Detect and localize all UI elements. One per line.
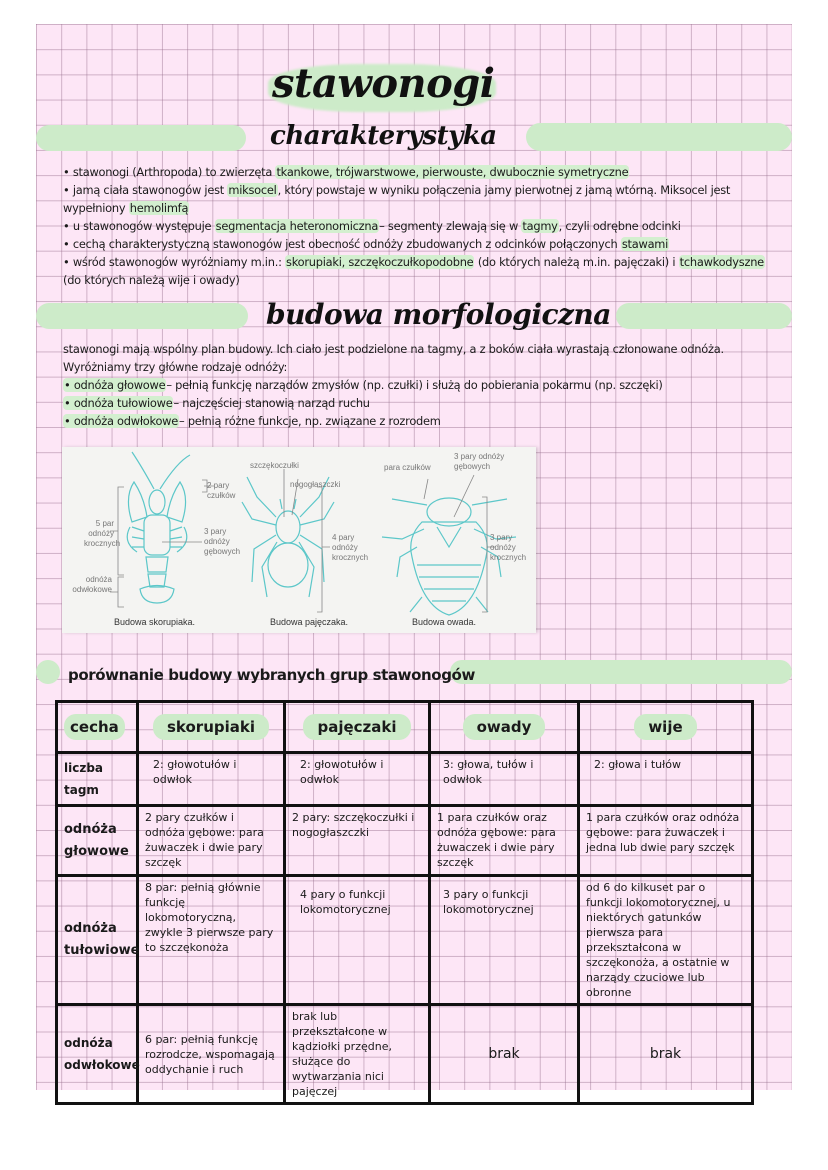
label-para-czulkow: para czułków <box>384 463 431 472</box>
label-odnoza-odwlokowe: odnóża odwłokowe <box>72 575 112 594</box>
label-2-pary-czulkow: 2 pary czułków <box>207 481 236 500</box>
col-header-pajeczaki: pajęczaki <box>285 702 430 753</box>
char-line-7: (do których należą wije i owady) <box>63 273 240 287</box>
table-cell: 1 para czułków oraz odnóża gębowe: para żuwaczek i dwie pary szczęk <box>430 806 579 876</box>
heading-bar-left <box>36 660 60 684</box>
table-cell: 2: głowa i tułów <box>579 753 753 806</box>
morphology-text <box>63 340 724 430</box>
char-line-2: • jamą ciała stawonogów jest miksocel, który powstaje w wyniku połączenia jamy pierwotnej z jamą wtórną. Miksocel jest <box>63 183 731 197</box>
label-szczekoczulki: szczękoczułki <box>250 461 299 470</box>
label-3-pary-gebowych: 3 pary odnóży gębowych <box>204 527 241 556</box>
table-cell: 2: głowotułów i odwłok <box>285 753 430 806</box>
table-cell: 8 par: pełnią głównie funkcję lokomotoryczną, zwykle 3 pierwsze pary to szczękonoża <box>138 876 285 1005</box>
col-header-wije: wije <box>579 702 753 753</box>
morph-item-3: • odnóża odwłokowe– pełnią różne funkcje, np. związane z rozrodem <box>64 414 441 428</box>
table-row <box>57 876 753 1005</box>
characteristics-text <box>63 163 765 289</box>
heading-bar-left <box>36 125 246 151</box>
arthropod-anatomy-figure <box>62 447 536 633</box>
label-4-pary-krocznych: 4 pary odnóży krocznych <box>332 533 369 562</box>
heading-budowa-morfologiczna: budowa morfologiczna <box>266 298 611 331</box>
morph-item-1: • odnóża głowowe– pełnią funkcję narządów zmysłów (np. czułki) i służą do pobierania pokarmu (np. szczęki) <box>64 378 663 392</box>
char-line-3: wypełniony hemolimfą <box>63 201 189 215</box>
table-header-row <box>57 702 753 753</box>
heading-bar-right <box>616 303 792 329</box>
morph-intro: stawonogi mają wspólny plan budowy. Ich ciało jest podzielone na tagmy, a z boków ciała wyrastają członowane odnóża. <box>63 342 724 356</box>
page-title: stawonogi <box>272 60 495 107</box>
table-row <box>57 806 753 876</box>
row-header: liczba tagm <box>57 753 138 806</box>
table-cell: 3 pary o funkcji lokomotorycznej <box>430 876 579 1005</box>
table-cell: 6 par: pełnią funkcję rozrodcze, wspomagają oddychanie i ruch <box>138 1005 285 1104</box>
label-3-pary-gebowych-owad: 3 pary odnóży gębowych <box>454 452 505 471</box>
char-line-1: • stawonogi (Arthropoda) to zwierzęta tkankowe, trójwarstwowe, pierwouste, dwubocznie symetryczne <box>63 165 629 179</box>
label-3-pary-krocznych: 3 pary odnóży krocznych <box>490 533 527 562</box>
char-line-6: • wśród stawonogów wyróżniamy m.in.: skorupiaki, szczękoczułkopodobne (do których należą m.in. pajęczaki) i tchawkodyszne <box>63 255 764 269</box>
table-row <box>57 1005 753 1104</box>
heading-bar-right <box>526 123 792 151</box>
char-line-5: • cechą charakterystyczną stawonogów jest obecność odnóży zbudowanych z odcinków połączonych stawami <box>63 237 669 251</box>
col-header-owady: owady <box>430 702 579 753</box>
table-cell: od 6 do kilkuset par o funkcji lokomotorycznej, u niektórych gatunków pierwsza para przekształcona w szczękonoża, a ostatnie w narządy czuciowe lub obronne <box>579 876 753 1005</box>
table-cell: 2: głowotułów i odwłok <box>138 753 285 806</box>
comparison-table <box>55 700 754 1105</box>
morph-item-2: • odnóża tułowiowe– najczęściej stanowią narząd ruchu <box>64 396 370 410</box>
caption-owad: Budowa owada. <box>412 617 477 627</box>
table-cell: 1 para czułków oraz odnóża gębowe: para żuwaczek i jedna lub dwie pary szczęk <box>579 806 753 876</box>
table-row <box>57 753 753 806</box>
heading-bar-left <box>36 303 248 329</box>
table-cell: brak lub przekształcone w kądziołki przędne, służące do wytwarzania nici pajęczej <box>285 1005 430 1104</box>
caption-skorupiak: Budowa skorupiaka. <box>114 617 196 627</box>
row-header: odnóża głowowe <box>57 806 138 876</box>
col-header-cecha: cecha <box>57 702 138 753</box>
table-cell: 4 pary o funkcji lokomotorycznej <box>285 876 430 1005</box>
morph-intro-2: Wyróżniamy trzy główne rodzaje odnóży: <box>63 360 288 374</box>
table-cell: 3: głowa, tułów i odwłok <box>430 753 579 806</box>
table-cell: brak <box>579 1005 753 1104</box>
label-nogoglaszczki: nogogłaszczki <box>290 480 341 489</box>
col-header-skorupiaki: skorupiaki <box>138 702 285 753</box>
heading-bar-right <box>450 660 792 684</box>
caption-pajeczak: Budowa pajęczaka. <box>270 617 349 627</box>
arthropod-drawings <box>62 447 536 633</box>
crayfish-icon <box>127 452 190 603</box>
table-cell: 2 pary czułków i odnóża gębowe: para żuwaczek i dwie pary szczęk <box>138 806 285 876</box>
row-header: odnóża odwłokowe <box>57 1005 138 1104</box>
heading-charakterystyka: charakterystyka <box>270 121 497 151</box>
label-5-par-odnozy: 5 par odnóży krocznych <box>84 519 121 548</box>
heading-porownanie: porównanie budowy wybranych grup stawonogów <box>68 666 475 684</box>
table-cell: 2 pary: szczękoczułki i nogogłaszczki <box>285 806 430 876</box>
spider-icon <box>242 477 334 597</box>
row-header: odnóża tułowiowe <box>57 876 138 1005</box>
table-cell: brak <box>430 1005 579 1104</box>
char-line-4: • u stawonogów występuje segmentacja heteronomiczna– segmenty zlewają się w tagmy, czyli odrębne odcinki <box>63 219 681 233</box>
